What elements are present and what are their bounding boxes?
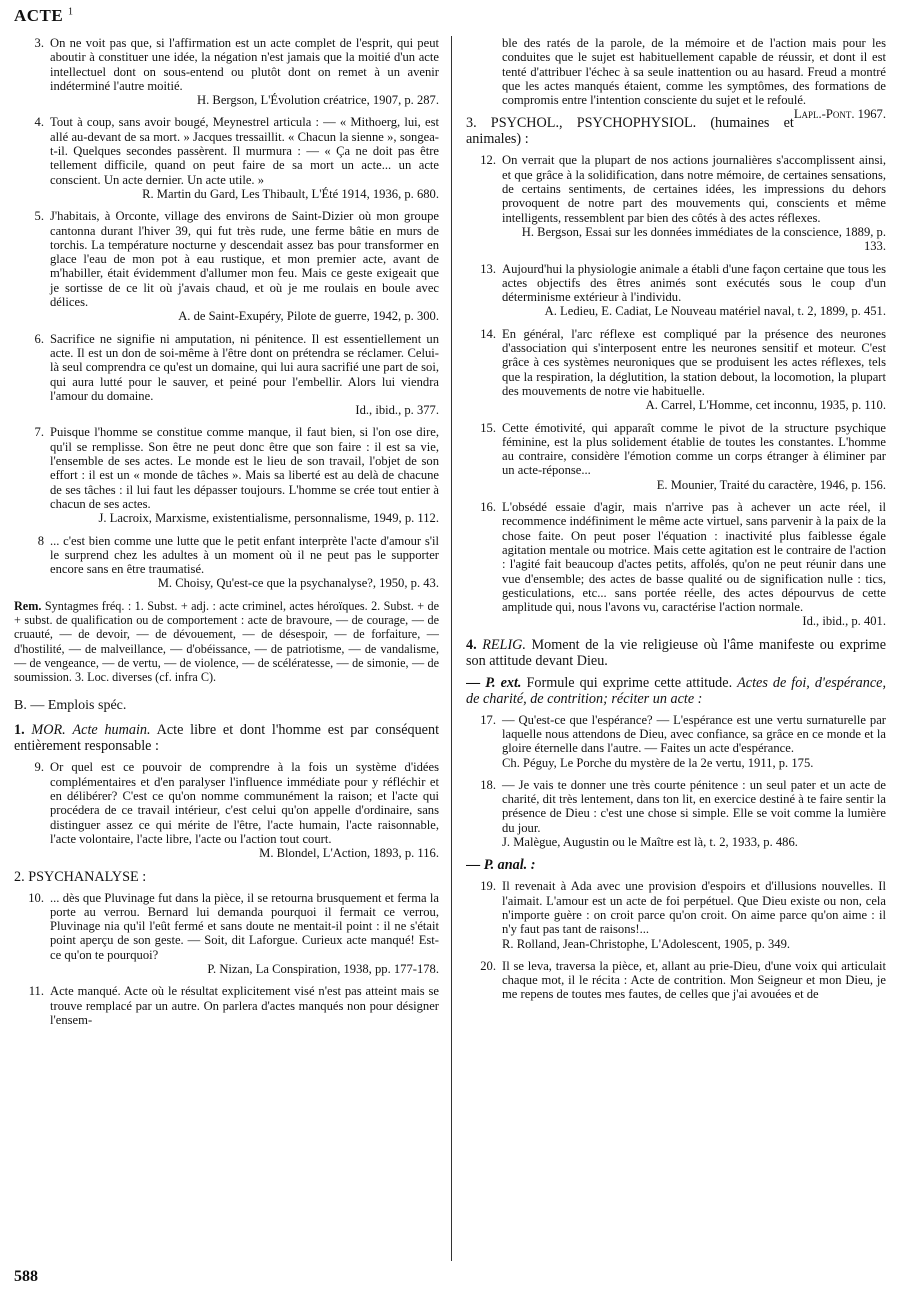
left-quotes (14, 36, 439, 591)
quote-number: 17. (480, 712, 496, 727)
quote-text: Or quel est ce pouvoir de comprendre à la fois un système d'idées complémentaires et d'en paralyser l'influence immédiate pour y réfléchir et en délibérer? C'est ce qu'on nomme communément la raison; et l'acte qui procédera de ce travail intérieur, c'est celui qu'on appelle d'ordinaire, sans distinguer assez ce qui mérite de l'être, l'acte humain, l'acte raisonnable, l'acte volontaire, l'acte libre, l'acte ou l'action tout court. (50, 760, 439, 846)
quote-item (466, 153, 886, 253)
sense-4-domain: RELIG. (482, 636, 526, 653)
quote-source: Id., ibid., p. 401. (802, 614, 886, 629)
quote-19 (466, 879, 886, 950)
quote-text: Cette émotivité, qui apparaît comme le pivot de la structure psychique féminine, est la plus solidement établie de toutes les constantes. L'homme au contraire, considère l'émotion comme un corps étranger à éliminer par un acte-réponse... (502, 420, 886, 478)
extension-definition: Formule qui exprime cette attitude. (526, 674, 733, 691)
quote-text: — Qu'est-ce que l'espérance? — L'espérance est une vertu surnaturelle par laquelle nous attendons de Dieu, avec confiance, sa grâce en ce monde et la gloire éternelle dans l'autre. — Faites un acte d'espérance. (502, 712, 886, 756)
sense-1-term: Acte humain. (72, 722, 151, 739)
quote-text: ... c'est bien comme une lutte que le petit enfant interprète l'acte d'amour s'il le surprend chez les adultes à un moment où il ne peut pas le supporter encore sans en être traumatisé. (50, 533, 439, 577)
quote-source: H. Bergson, Essai sur les données immédiates de la conscience, 1889, p. 133. (521, 224, 886, 254)
quote-item (14, 36, 439, 107)
quote-text: Acte manqué. Acte où le résultat explicitement visé n'est pas atteint mais se trouve remplacé par un autre. On parlera d'actes manqués non pour désigner l'ensem- (50, 984, 439, 1027)
quote-number: 18. (480, 777, 496, 792)
quote-number: 12. (480, 153, 496, 168)
remark-label: Rem. (14, 598, 42, 613)
quote-11 (14, 984, 439, 1027)
quote-number: 20. (480, 958, 496, 973)
sense-2-heading: 2. PSYCHANALYSE : (14, 868, 147, 885)
continued-text: ble des ratés de la parole, de la mémoire et de l'action mais pour les conduites que le sujet est habituellement capable de réussir, et dont il est tenté d'attribuer l'échec à sa seule inattention ou au hasard. Freud a montré que les actes manqués étaient, comme les symptômes, des formations de compromis entre l'intention consciente du sujet et le refoulé. (502, 36, 886, 108)
quote-text: On verrait que la plupart de nos actions journalières s'accomplissent ainsi, et que grâce à la solidification, dans notre mémoire, de certaines sensations, de certains sentiments, de certaines idées, les impressions du dehors provoquent de notre part des mouvements qui, conscients et même intelligents, ressemblent par bien des côtés à des actes réflexes. (502, 153, 886, 225)
entry-word: ACTE (14, 6, 64, 25)
quote-number: 13. (480, 261, 496, 276)
quote-number: 11. (28, 984, 44, 999)
quote-number: 16. (480, 500, 496, 515)
quote-source: P. Nizan, La Conspiration, 1938, pp. 177-178. (207, 962, 439, 977)
quote-source: A. de Saint-Exupéry, Pilote de guerre, 1942, p. 300. (178, 309, 439, 324)
quote-number: 14. (480, 326, 496, 341)
quote-text: — Je vais te donner une très courte pénitence : un seul pater et un acte de charité, dit très lentement, dans ton lit, en exercice destiné à te faire sentir la présence de Dieu : c'est une chose si simple. Elle se voit comme la lumière du jour. (502, 777, 886, 835)
quote-source: A. Carrel, L'Homme, cet inconnu, 1935, p. 110. (645, 398, 886, 413)
right-quotes (466, 153, 886, 628)
sense-4-definition: Moment de la vie religieuse où l'âme manifeste ou exprime son attitude devant Dieu. (466, 636, 886, 669)
quote-text: On ne voit pas que, si l'affirmation est un acte complet de l'esprit, qui peut aboutir à constituer une idée, la négation n'est jamais que la moitié d'un acte intellectuel dont on sous-entend ou plutôt dont on remet à un avenir indéterminé l'autre moitié. (50, 36, 439, 93)
quote-source: Id., ibid., p. 377. (355, 403, 439, 418)
quote-number: 9. (34, 760, 44, 775)
quote-number: 10. (28, 890, 44, 905)
quote-number: 7. (34, 425, 44, 440)
quote-17 (466, 713, 886, 770)
quote-source: E. Mounier, Traité du caractère, 1946, p. 156. (656, 477, 886, 492)
quote-source: M. Choisy, Qu'est-ce que la psychanalyse?, 1950, p. 43. (157, 576, 439, 591)
quote-item (14, 209, 439, 323)
quote-18 (466, 778, 886, 849)
entry-number: 1 (67, 6, 74, 18)
left-column (14, 36, 439, 1261)
sense-1-domain: MOR. (31, 722, 66, 739)
quote-source: J. Malègue, Augustin ou le Maître est là, t. 2, 1933, p. 486. (502, 835, 798, 850)
quote-10 (14, 891, 439, 977)
page-number: 588 (14, 1268, 38, 1285)
quote-source: R. Martin du Gard, Les Thibault, L'Été 1914, 1936, p. 680. (142, 186, 439, 201)
quote-text: ... dès que Pluvinage fut dans la pièce, il se retourna brusquement et ferma la porte au verrou. Bernard lui demanda pourquoi il fermait ce verrou, Pluvinage nia qu'il l'eût fermé et sans doute ne mentait-il point : il ne s'était point aperçu de son geste. — Soit, dit Laforgue. Curieux acte manqué! Est-ce qu'on te pourquoi? (50, 890, 439, 962)
quote-number: 8 (37, 533, 44, 548)
quote-text: Tout à coup, sans avoir bougé, Meynestrel articula : — « Mithoerg, lui, est allé au-devant de sa mort. » Jacques tressaillit. « Chacun la sienne », songea-t-il. Quelques secondes passèrent. Il murmura : — « Ça ne doit pas être tellement difficile, quand on peut faire de sa mort un acte... un acte conscient. Un acte dernier. Un acte utile. » (50, 115, 439, 187)
quote-number: 4. (34, 115, 44, 130)
analogy-heading: — P. anal. : (466, 857, 536, 874)
quote-text: Il se leva, traversa la pièce, et, allant au prie-Dieu, d'une voix qui articulait chaque mot, il le récita : Acte de contrition. Mon Seigneur et mon Dieu, je me repens de toutes mes fautes, de celles que j'ai avouées et de (502, 958, 886, 1002)
right-column (466, 36, 886, 1261)
quote-item (466, 500, 886, 629)
quote-source: H. Bergson, L'Évolution créatrice, 1907, p. 287. (197, 93, 439, 108)
quote-source: A. Ledieu, E. Cadiat, Le Nouveau matériel naval, t. 2, 1899, p. 451. (544, 304, 886, 319)
quote-item (466, 421, 886, 492)
quote-number: 5. (34, 209, 44, 224)
quote-text: En général, l'arc réflexe est compliqué par la présence des neurones d'association qui s'interposent entre les neurones sensitif et moteur. C'est grâce à ces systèmes neuroniques que se produisent les actes réflexes, tels que la respiration, la déglutition, la station debout, la locomotion, la plupart des mouvements de notre vie habituelle. (502, 326, 886, 398)
quote-text: Il revenait à Ada avec une provision d'espoirs et d'illusions nouvelles. Il l'aimait. L'amour est un acte de foi perpétuel. Que Dieu existe ou non, cela n'importe guère : on croit parce qu'on croit. On aime parce qu'on aime : il n'y faut pas tant de raisons!... (502, 879, 886, 937)
quote-number: 6. (34, 331, 44, 346)
quote-number: 19. (480, 879, 496, 894)
extension-examples: Actes de foi, d'espérance, de charité, de contrition; réciter un acte : (466, 674, 886, 707)
quote-text: L'obsédé essaie d'agir, mais n'arrive pas à achever un acte réel, il recommence indéfiniment le même acte virtuel, sans parvenir à la paix de la chose faite. On peut poser l'équation : inactivité plus faiblesse égale agitation mentale ou motrice. Mais cette agitation est le contraire de l'action : l'agité fait beaucoup d'actes petits, affolés, qu'on ne peut réunir dans une vue d'ensemble; des actes de basse qualité ou de signification nulle : tics, gesticulations, etc... sans portée réelle, des actes dépourvus de cette amplitude qui, nous l'avons vu, caractérise l'action normale. (502, 500, 886, 615)
quote-source: M. Blondel, L'Action, 1893, p. 116. (259, 846, 439, 861)
sense-1-definition: Acte libre et dont l'homme est par conséquent entièrement responsable : (14, 722, 439, 755)
sense-4-number: 4. (466, 636, 477, 653)
quote-item (14, 425, 439, 525)
quote-number: 3. (34, 36, 44, 50)
quote-text: J'habitais, à Orconte, village des environs de Saint-Dizier où mon groupe cantonna durant l'hiver 39, qui fut très rude, une ferme bâtie en murs de torchis. La température nocturne y descendait assez bas pour transformer en glace l'eau de mon pot à eau rustique, et mon premier acte, avant de m'habiller, était évidemment d'allumer mon feu. Mais ce geste exigeait que je sortisse de ce lit où j'avais chaud, et où je me roulais en boule avec délices. (50, 209, 439, 310)
quote-20 (466, 959, 886, 1002)
remark-text: Syntagmes fréq. : 1. Subst. + adj. : acte criminel, actes héroïques. 2. Subst. + de + subst. de qualification ou de comportement : acte de bravoure, — de courage, — de cruauté, — de devoir, — de dévouement, — de désespoir, — de forfaiture, — d'hostilité, — de malveillance, — d'obéissance, — de patriotisme, — de vandalisme, — de vengeance, — de vertu, — de violence, — de scélératesse, — de simonie, — de soumission. 3. Loc. diverses (cf. infra C). (14, 598, 439, 685)
extension-label: — P. ext. (466, 674, 522, 691)
quote-item (14, 332, 439, 418)
continued-source: Lapl.-Pont. 1967. (793, 107, 886, 122)
quote-item (466, 327, 886, 413)
sense-1-number: 1. (14, 722, 25, 739)
quote-item (14, 534, 439, 591)
section-b-heading: B. — Emplois spéc. (14, 698, 127, 714)
quote-source: Ch. Péguy, Le Porche du mystère de la 2e vertu, 1911, p. 175. (502, 755, 814, 770)
sense-1-heading (14, 722, 439, 754)
quote-text: Puisque l'homme se constitue comme manque, il faut bien, si l'on ose dire, qu'il se remplisse. Son être ne peut donc être que son faire : il est sa vie, l'ensemble de ses actes. Le monde est le lieu de son travail, l'objet de son effort : il est un « monde de tâches ». Mais sa liberté est au delà de chacune de ses tâches : il lui faut les dépasser toujours. L'homme se crée tout entier à chacun de ses actes. (50, 425, 439, 511)
quote-text: Aujourd'hui la physiologie animale a établi d'une façon certaine que tous les actes objectifs des êtres animés sont exécutés sous le coup d'un déterminisme extérieur à l'individu. (502, 261, 886, 305)
page-header (14, 6, 73, 26)
quote-number: 15. (480, 420, 496, 435)
quote-text: Sacrifice ne signifie ni amputation, ni pénitence. Il est essentiellement un acte. Il est un don de soi-même à l'être dont on prétendra se réclamer. Celui-là seul comprendra ce qu'est un domaine, qui lui aura sacrifié une part de soi, qui aura lutté pour le sauver, et peiné pour l'embellir. Alors lui viendra l'amour du domaine. (50, 331, 439, 403)
quote-item (14, 115, 439, 201)
extension-heading (466, 675, 886, 707)
quote-source: J. Lacroix, Marxisme, existentialisme, personnalisme, 1949, p. 112. (98, 511, 439, 526)
continued-quote (466, 36, 886, 122)
sense-4-heading (466, 637, 886, 669)
quote-9 (14, 760, 439, 860)
sense-3-heading: 3. PSYCHOL., PSYCHOPHYSIOL. (humaines et animales) : (466, 115, 794, 148)
quote-item (466, 262, 886, 319)
column-rule (451, 36, 452, 1261)
quote-source: R. Rolland, Jean-Christophe, L'Adolescent, 1905, p. 349. (502, 936, 791, 951)
remark (14, 599, 439, 685)
